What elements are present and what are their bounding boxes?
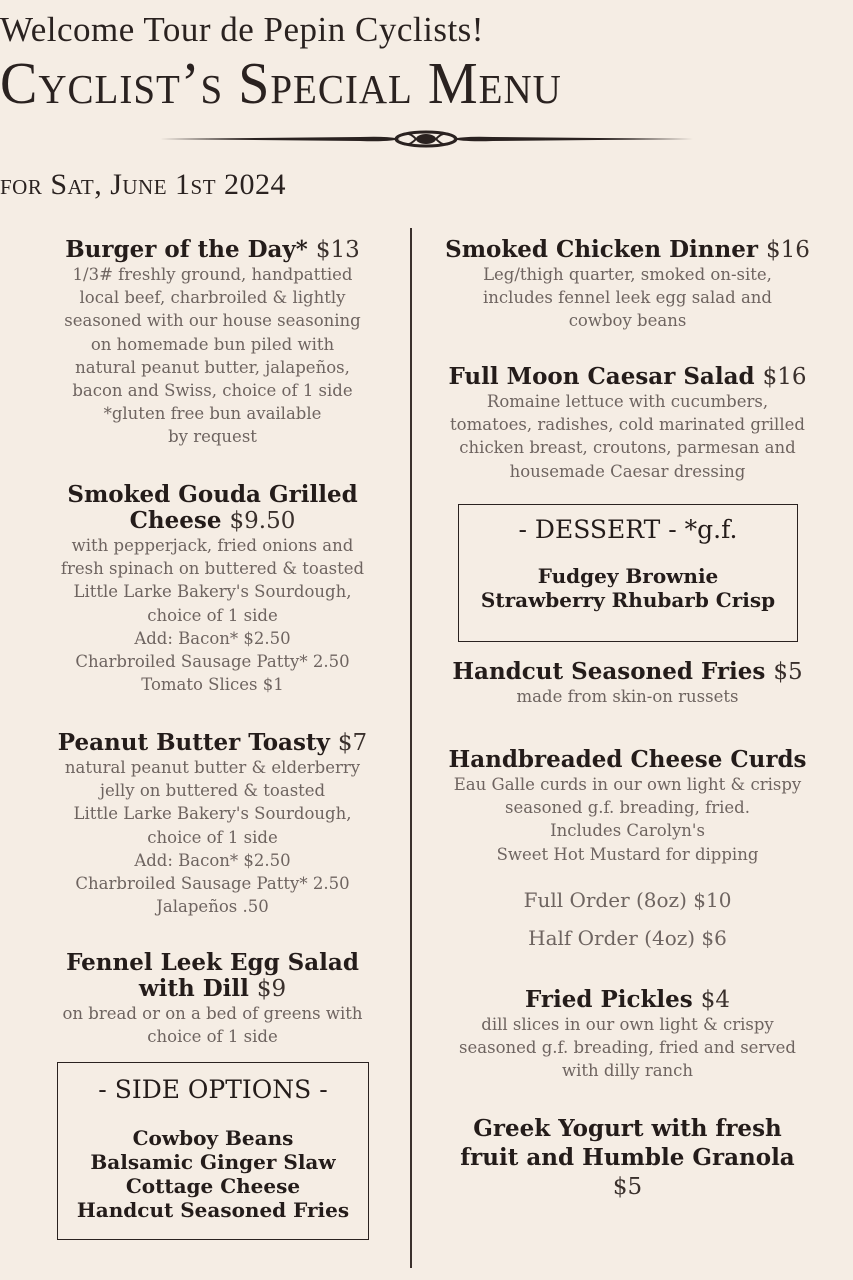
gouda-item (30, 482, 395, 696)
item-description: dill slices in our own light & crispy seasoned g.f. breading, fried and served with dilly ranch (459, 1015, 796, 1081)
yogurt-item (425, 1114, 830, 1202)
item-price: $13 (315, 237, 360, 263)
curds-item (425, 747, 830, 866)
item-name: Fried Pickles $4 (524, 986, 731, 1013)
item-name: Fennel Leek Egg Salad with Dill $9 (66, 949, 359, 1002)
list-item: Strawberry Rhubarb Crisp (480, 588, 776, 612)
item-description: made from skin-on russets (516, 687, 739, 706)
item-price: $16 (762, 364, 807, 390)
item-price: $9 (256, 976, 287, 1002)
pickles-item (425, 987, 830, 1083)
item-description: on bread or on a bed of greens with choice of 1 side (62, 1004, 363, 1047)
item-description: Romaine lettuce with cucumbers, tomatoes, radishes, cold marinated grilled chicken breast, croutons, parmesan and housemade Caesar dressing (450, 392, 805, 481)
side-options-title: - SIDE OPTIONS - (98, 1075, 328, 1104)
item-name: Peanut Butter Toasty $7 (57, 729, 368, 756)
item-description: natural peanut butter & elderberry jelly on buttered & toasted Little Larke Bakery's Sourdough, choice of 1 side Add: Bacon* $2.50 Charbroiled Sausage Patty* 2.50 Jalapeños .50 (64, 758, 361, 917)
list-item: Handcut Seasoned Fries (76, 1198, 350, 1222)
dessert-box (458, 504, 798, 642)
burger-item (30, 237, 395, 449)
item-price: $4 (700, 987, 731, 1013)
list-item: Fudgey Brownie (537, 564, 719, 588)
list-item: Cottage Cheese (125, 1174, 301, 1198)
item-price: $7 (337, 730, 368, 756)
eggsalad-item (30, 950, 395, 1048)
item-name: Full Moon Caesar Salad $16 (448, 363, 807, 390)
item-name: Handcut Seasoned Fries $5 (452, 658, 803, 685)
chicken-item (425, 237, 830, 333)
menu-date: for Sat, June 1st 2024 (0, 168, 287, 201)
menu-title: Cyclist’s Special Menu (0, 51, 562, 117)
half-order-price: Half Order (4oz) $6 (528, 926, 727, 950)
fries-item (425, 659, 830, 708)
caesar-item (425, 364, 830, 483)
full-order-price: Full Order (8oz) $10 (523, 888, 732, 912)
item-description: Leg/thigh quarter, smoked on-site, includes fennel leek egg salad and cowboy beans (483, 265, 772, 331)
list-item: Cowboy Beans (132, 1126, 294, 1150)
item-description: 1/3# freshly ground, handpattied local beef, charbroiled & lightly seasoned with our house seasoning on homemade bun piled with natural peanut butter, jalapeños, bacon and Swiss, choice of 1 side *gluten free bun available by request (64, 265, 361, 447)
item-name: Handbreaded Cheese Curds (448, 746, 807, 773)
dessert-list (459, 564, 797, 612)
item-name: Smoked Chicken Dinner $16 (445, 236, 810, 263)
welcome-heading: Welcome Tour de Pepin Cyclists! (0, 10, 484, 49)
ornament-divider-icon (160, 124, 693, 154)
toasty-item (30, 730, 395, 918)
item-description: Eau Galle curds in our own light & crispy seasoned g.f. breading, fried. Includes Carolyn's Sweet Hot Mustard for dipping (453, 775, 802, 864)
item-price: $9.50 (229, 508, 296, 534)
item-price: $16 (766, 237, 810, 263)
item-price: $5 (773, 659, 803, 685)
item-price: $5 (612, 1174, 643, 1200)
item-name: Burger of the Day* $13 (65, 236, 360, 263)
side-options-box (57, 1062, 369, 1240)
side-options-list (58, 1126, 368, 1222)
column-divider (410, 228, 412, 1268)
list-item: Balsamic Ginger Slaw (90, 1150, 336, 1174)
item-name: Greek Yogurt with fresh fruit and Humble Granola $5 (460, 1115, 795, 1200)
item-name: Smoked Gouda Grilled Cheese $9.50 (67, 481, 358, 534)
item-description: with pepperjack, fried onions and fresh spinach on buttered & toasted Little Larke Bakery's Sourdough, choice of 1 side Add: Bacon* $2.50 Charbroiled Sausage Patty* 2.50 Tomato Slices $1 (60, 536, 365, 695)
dessert-title: - DESSERT - *g.f. (518, 515, 738, 544)
